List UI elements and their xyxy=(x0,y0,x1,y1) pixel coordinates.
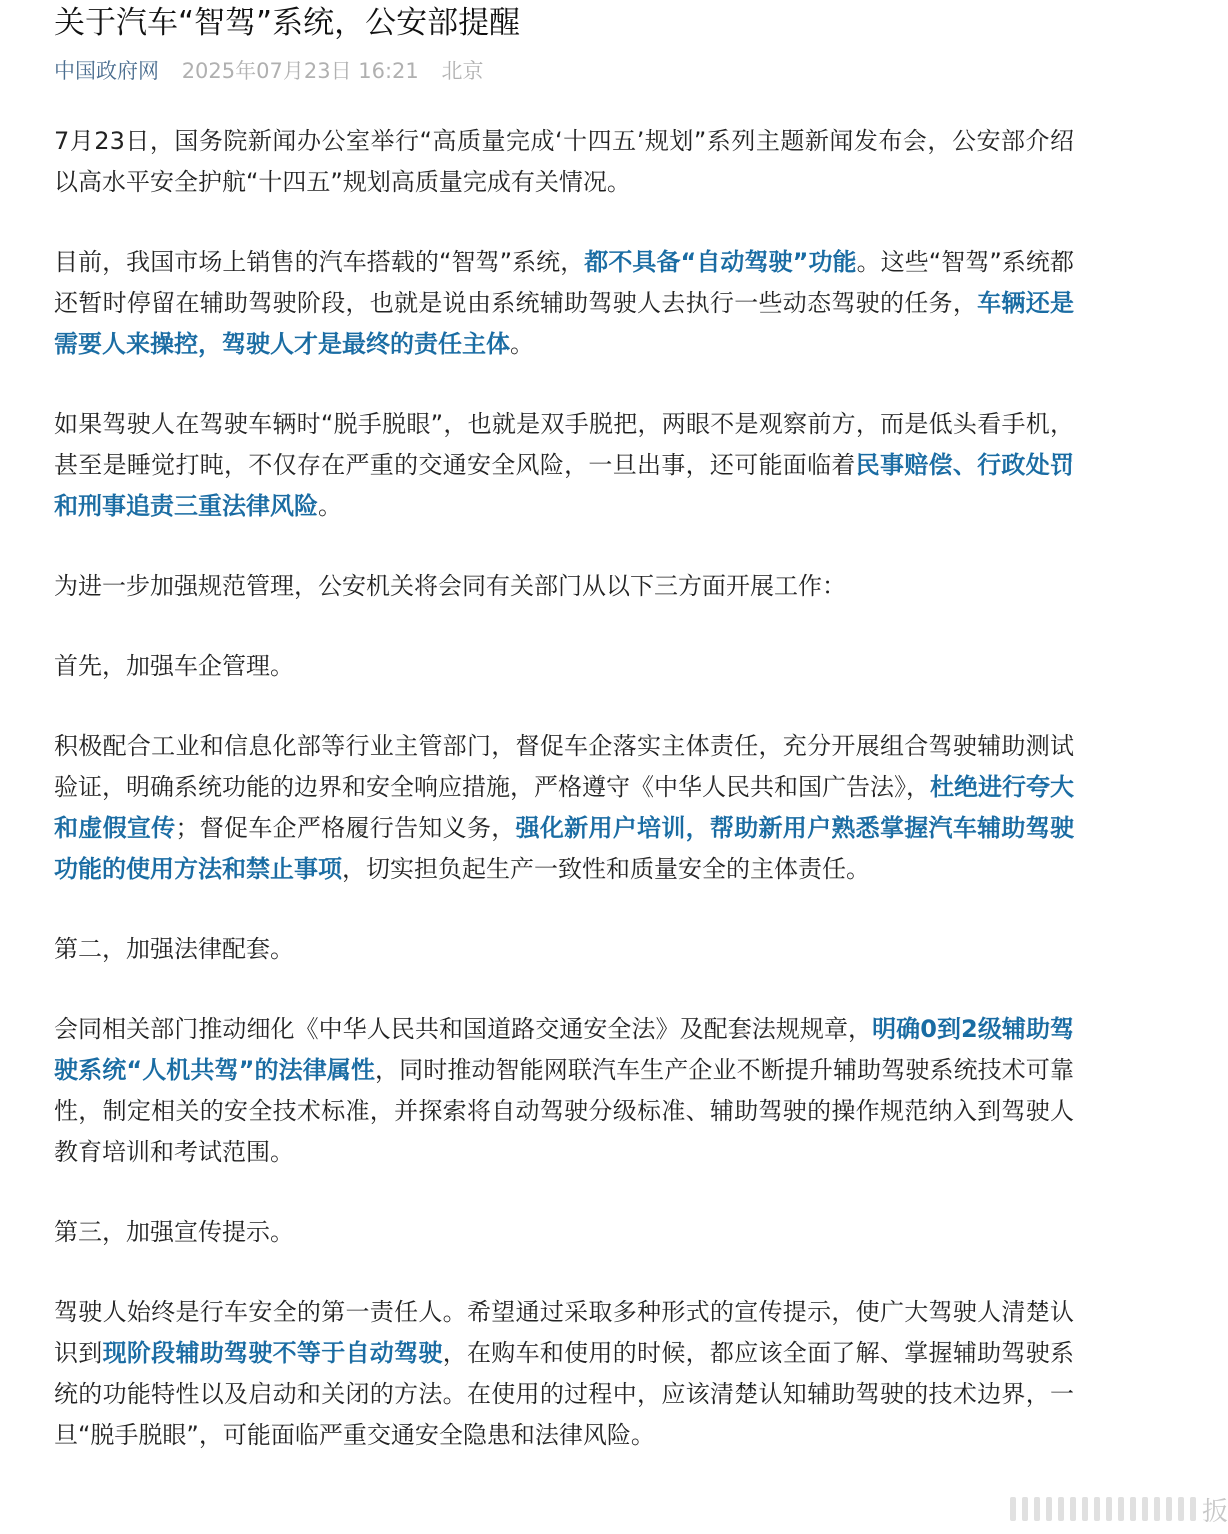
paragraph-text: 第二，加强法律配套。 xyxy=(54,935,294,963)
article-paragraph xyxy=(54,929,1074,970)
paragraph-text: ，切实担负起生产一致性和质量安全的主体责任。 xyxy=(342,855,870,883)
paragraph-text: 。 xyxy=(510,330,534,358)
article-paragraph xyxy=(54,726,1074,890)
source-link[interactable]: 中国政府网 xyxy=(54,59,159,83)
article-meta xyxy=(54,56,1074,86)
article-paragraph xyxy=(54,404,1074,527)
highlighted-text: 现阶段辅助驾驶不等于自动驾驶 xyxy=(102,1339,443,1367)
paragraph-text: 目前，我国市场上销售的汽车搭载的“智驾”系统， xyxy=(54,248,585,276)
paragraph-text: 积极配合工业和信息化部等行业主管部门，督促车企落实主体责任，充分开展组合驾驶辅助测试验证，明确系统功能的边界和安全响应措施，严格遵守《中华人民共和国广告法》， xyxy=(54,732,1074,801)
highlighted-text: 都不具备“自动驾驶”功能 xyxy=(584,248,857,276)
watermark-char: 扳 xyxy=(1202,1496,1228,1527)
highlighted-text: 强化新用户培训，帮助新用户熟悉掌握汽车辅助驾驶功能的使用方法和禁止事项 xyxy=(54,814,1075,883)
article-paragraph xyxy=(54,646,1074,687)
highlighted-text: 车辆还是需要人来操控，驾驶人才是最终的责任主体 xyxy=(54,289,1075,358)
paragraph-text: 会同相关部门推动细化《中华人民共和国道路交通安全法》及配套法规规章， xyxy=(54,1015,873,1043)
highlighted-text: 民事赔偿、行政处罚和刑事追责三重法律风险 xyxy=(54,451,1074,520)
article-paragraph xyxy=(54,1292,1074,1456)
paragraph-text: 首先，加强车企管理。 xyxy=(54,652,294,680)
paragraph-text: 。这些“智驾”系统都还暂时停留在辅助驾驶阶段，也就是说由系统辅助驾驶人去执行一些动态驾驶的任务， xyxy=(54,248,1074,317)
highlighted-text: 杜绝进行夸大和虚假宣传 xyxy=(54,773,1074,842)
paragraph-text: 驾驶人始终是行车安全的第一责任人。希望通过采取多种形式的宣传提示，使广大驾驶人清楚认识到 xyxy=(54,1298,1074,1367)
article-paragraph xyxy=(54,121,1074,203)
publish-location: 北京 xyxy=(441,59,484,83)
paragraph-text: ，在购车和使用的时候，都应该全面了解、掌握辅助驾驶系统的功能特性以及启动和关闭的方法。在使用的过程中，应该清楚认知辅助驾驶的技术边界，一旦“脱手脱眼”，可能面临严重交通安全隐患和法律风险。 xyxy=(54,1339,1075,1449)
paragraph-text: 第三，加强宣传提示。 xyxy=(54,1218,294,1246)
article-body xyxy=(54,121,1074,1456)
paragraph-text: 为进一步加强规范管理，公安机关将会同有关部门从以下三方面开展工作： xyxy=(54,572,846,600)
paragraph-text: 如果驾驶人在驾驶车辆时“脱手脱眼”，也就是双手脱把，两眼不是观察前方，而是低头看手机，甚至是睡觉打盹，不仅存在严重的交通安全风险，一旦出事，还可能面临着 xyxy=(54,410,1074,479)
article-paragraph xyxy=(54,566,1074,607)
article xyxy=(54,0,1074,1495)
paragraph-text: 。 xyxy=(318,492,342,520)
watermark-bars xyxy=(1010,1497,1196,1521)
article-paragraph xyxy=(54,1009,1074,1173)
article-title: 关于汽车“智驾”系统，公安部提醒 xyxy=(54,5,521,41)
highlighted-text: 明确0到2级辅助驾驶系统“人机共驾”的法律属性 xyxy=(54,1015,1075,1084)
publish-date: 2025年07月23日 16:21 xyxy=(181,59,419,83)
article-paragraph xyxy=(54,1212,1074,1253)
paragraph-text: 7月23日，国务院新闻办公室举行“高质量完成‘十四五’规划”系列主题新闻发布会，公安部介绍以高水平安全护航“十四五”规划高质量完成有关情况。 xyxy=(54,127,1074,196)
article-paragraph xyxy=(54,242,1074,365)
paragraph-text: ，同时推动智能网联汽车生产企业不断提升辅助驾驶系统技术可靠性，制定相关的安全技术标准，并探索将自动驾驶分级标准、辅助驾驶的操作规范纳入到驾驶人教育培训和考试范围。 xyxy=(54,1056,1074,1166)
paragraph-text: ；督促车企严格履行告知义务， xyxy=(175,814,516,842)
watermark xyxy=(1010,1484,1228,1534)
